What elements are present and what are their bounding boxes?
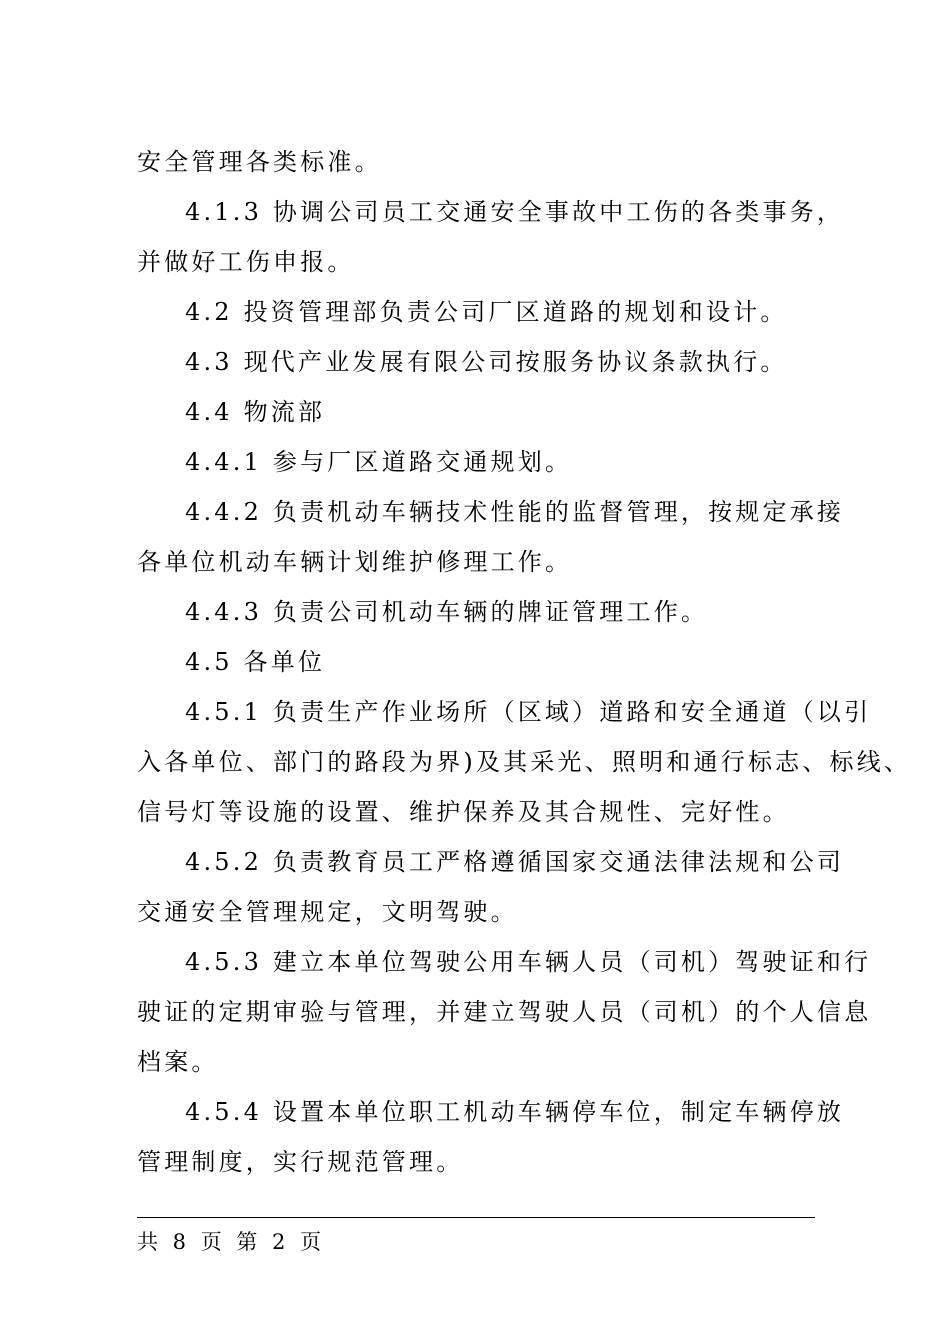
text-line: 安全管理各类标准。	[137, 148, 382, 176]
text-line: 驶证的定期审验与管理，并建立驾驶人员（司机）的个人信息	[137, 998, 872, 1026]
text-line: 4.5.4 设置本单位职工机动车辆停车位，制定车辆停放	[185, 1098, 845, 1126]
text-line: 4.4 物流部	[185, 398, 326, 426]
text-line: 信号灯等设施的设置、维护保养及其合规性、完好性。	[137, 798, 790, 826]
text-line: 4.4.3 负责公司机动车辆的牌证管理工作。	[185, 598, 709, 626]
text-line: 4.2 投资管理部负责公司厂区道路的规划和设计。	[185, 298, 788, 326]
text-line: 4.1.3 协调公司员工交通安全事故中工伤的各类事务，	[185, 198, 845, 226]
document-body	[137, 137, 912, 1187]
text-line: 交通安全管理规定，文明驾驶。	[137, 898, 518, 926]
text-line: 各单位机动车辆计划维护修理工作。	[137, 548, 573, 576]
text-line: 4.3 现代产业发展有限公司按服务协议条款执行。	[185, 348, 788, 376]
text-line: 并做好工伤申报。	[137, 248, 355, 276]
text-line: 管理制度，实行规范管理。	[137, 1148, 464, 1176]
text-line: 档案。	[137, 1048, 219, 1076]
text-line: 4.5.2 负责教育员工严格遵循国家交通法律法规和公司	[185, 848, 845, 876]
text-line: 入各单位、部门的路段为界)及其采光、照明和通行标志、标线、	[137, 748, 912, 776]
text-line: 4.5.1 负责生产作业场所（区域）道路和安全通道（以引	[185, 698, 872, 726]
text-line: 4.5.3 建立本单位驾驶公用车辆人员（司机）驾驶证和行	[185, 948, 872, 976]
footer-divider	[137, 1217, 815, 1218]
text-line: 4.5 各单位	[185, 648, 326, 676]
text-line: 4.4.2 负责机动车辆技术性能的监督管理，按规定承接	[185, 498, 845, 526]
text-line: 4.4.1 参与厂区道路交通规划。	[185, 448, 573, 476]
page-number: 共 8 页 第 2 页	[137, 1230, 326, 1254]
